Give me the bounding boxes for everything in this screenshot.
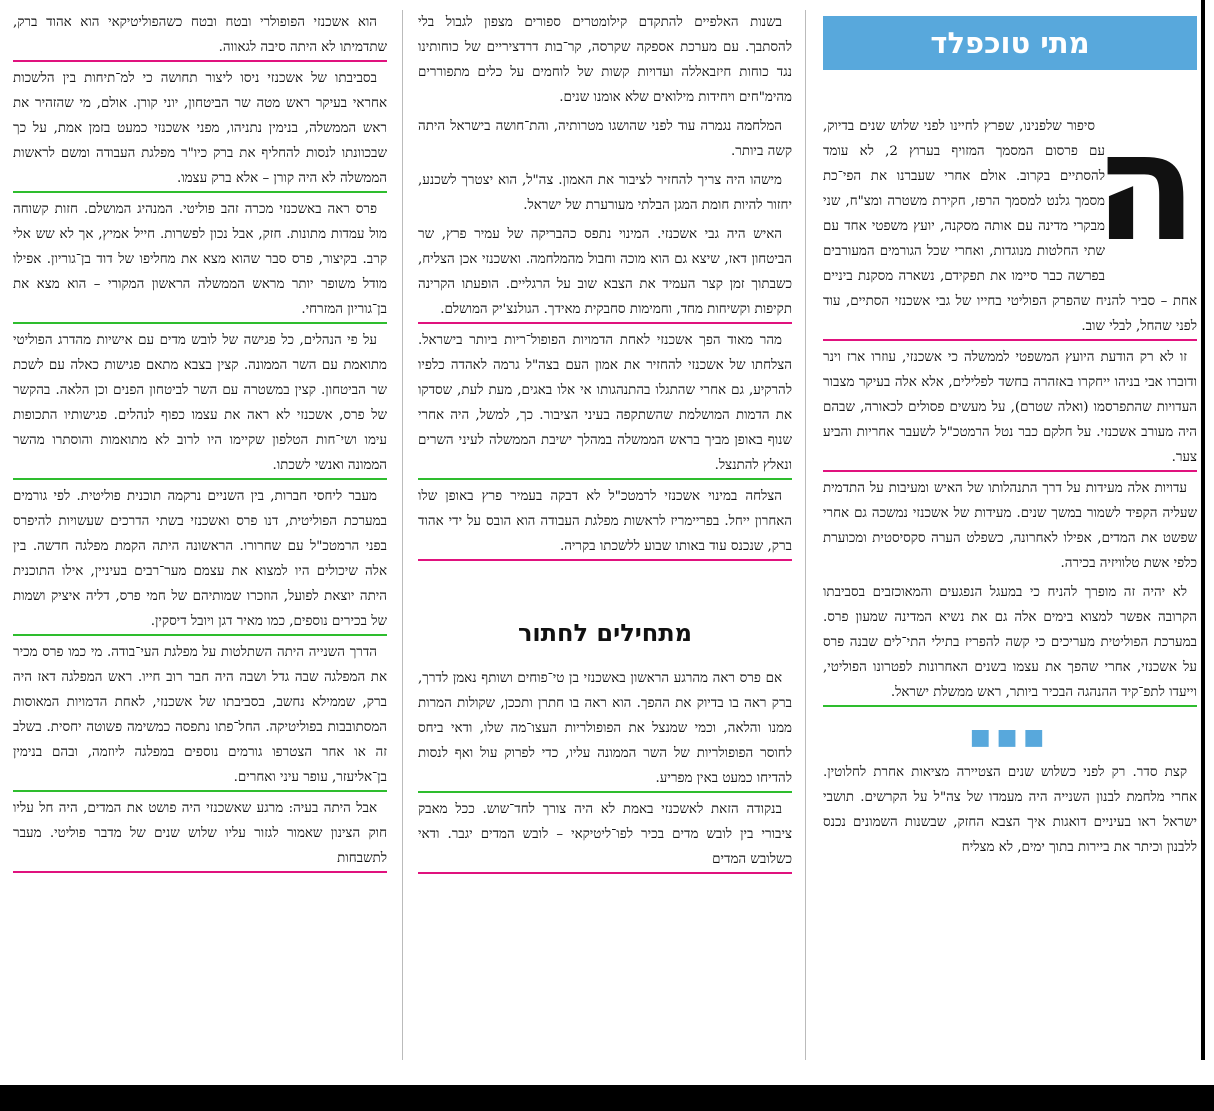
article-paragraph: אם פרס ראה מהרגע הראשון באשכנזי בן טי־פוחים ושותף נאמן לדרך, ברק ראה בו בדיוק את ההפך. הוא ראה בו חתרן ותככן, שקולות המרות ממנו והלאה, וכמי שמנצל את הפופולריות העצו־מה שלו, ודאי ביחס לחוסר הפופולריות של השר הממונה עליו, כדי לפרוק עול ואף לנסות להדיחו כמעט באין מפריע. (418, 666, 792, 793)
article-paragraph: פרס ראה באשכנזי מכרה זהב פוליטי. המנהיג המושלם. חזות קשוחה מול עמדות מתונות. חזק, אבל נכון לפשרות. חייל אמיץ, אך לא שש אלי קרב. בקיצור, פרס סבר שהוא מצא את מחליפו של דוד בן־גוריון. אפילו מודל משופר יותר מראש הממשלה הראשון המקורי – הוא מצא את בן־גוריון המזרחי. (13, 197, 387, 324)
article-paragraph: בסביבתו של אשכנזי ניסו ליצור תחושה כי למ־תיחות בין הלשכות אחראי בעיקר ראש מטה שר הביטחון, יוני קורן. אולם, מי שהזהיר את ראש הממשלה, בנימין נתניהו, מפני אשכנזי כמעט בזמן אמת, על כך שבכוונתו לנסות להחליף את ברק כיו"ר מפלגת העבודה ומשם לראשות הממשלה לא היה קורן – אלא ברק עצמו. (13, 66, 387, 193)
section-subheading: מתחילים לחתור (517, 619, 693, 647)
bottom-black-bar (0, 1085, 1214, 1111)
drop-cap: ה (1093, 101, 1197, 275)
author-byline: מתי טוכפלד (823, 16, 1197, 70)
section-separator: ■■■ (969, 725, 1051, 750)
article-paragraph: עדויות אלה מעידות על דרך התנהלותו של האיש ומעיבות על התדמית שעליה הקפיד לשמור במשך שנים. מעידות של אשכנזי נמשכה גם אחרי שפשט את המדים, אפילו לאחרונה, כשפלט הערה סקסיסטית ומכוערת כלפי אשת טלוויזיה בכירה. (823, 481, 1197, 571)
column-divider (402, 10, 403, 1060)
article-paragraph: מהר מאוד הפך אשכנזי לאחת הדמויות הפופול־ריות ביותר בישראל. הצלחתו של אשכנזי להחזיר את אמון העם בצה"ל גרמה לאהדה כלפיו להרקיע, גם אחרי שהתגלו בהתנהגותו אי אלו באגים, מעת לעת, שסדקו את הדמות המושלמת שהשתקפה בעיני הציבור. כך, למשל, היה אחרי שנוף באופן מביך בראש הממשלה במהלך ישיבת הממשלה לעיני השרים ונאלץ להתנצל. (418, 328, 792, 480)
column-right (823, 10, 1197, 864)
article-paragraph: מעבר ליחסי חברות, בין השניים נרקמה תוכנית פוליטית. לפי גורמים במערכת הפוליטית, דנו פרס ואשכנזי בשתי הדרכים שעשויות להיפרס בפני הרמטכ"ל עם שחרורו. הראשונה היתה הקמת מפלגה חדשה. בין אלה שיכולים היו למצוא את עצמם מער־רבים בעיניין, אילו התוכנית היתה יוצאת לפועל, הוזכרו שמותיהם של חמי פרס, דליה איציק ושמות של בכירים נוספים, כמו מאיר דגן ויובל דיסקין. (13, 484, 387, 636)
article-paragraph: בנקודה הזאת לאשכנזי באמת לא היה צורך לחד־שוש. ככל מאבק ציבורי בין לובש מדים בכיר לפו־ליטיקאי – לובש המדים יגבר. ודאי כשלובש המדים (418, 797, 792, 874)
article-paragraph: על פי הנהלים, כל פגישה של לובש מדים עם אישיות מהדרג הפוליטי מתואמת עם השר הממונה. קצין בצבא מתאם פגישות כאלה עם לשכת שר הביטחון. קצין במשטרה עם השר לביטחון הפנים וכן הלאה. בהקשר של פרס, אשכנזי לא ראה את עצמו כפוף לנהלים. פגישותיו התכופות עימו ושי־חות הטלפון שקיימו היו לרוב לא מתואמות והוסתרו מהשר הממונה ואנשי לשכתו. (13, 328, 387, 480)
article-paragraph: הדרך השנייה היתה השתלטות על מפלגת העי־בודה. מי כמו פרס מכיר את המפלגה שבה גדל ושבה היה חבר רוב חייו. ראש המפלגה דאז היה ברק, שממילא נחשב, בסביבתו של אשכנזי, לאחת הדמויות המאוסות המסתובבות בפוליטיקה. החל־פתו נתפסה כמשימה פשוטה יחסית. בשלב זה או אחר הצטרפו גורמים נוספים במפלגה ליוזמה, ובהם בנימין בן־אליעזר, עופר עיני ואחרים. (13, 640, 387, 792)
article-paragraph: אבל היתה בעיה: מרגע שאשכנזי היה פושט את המדים, היה חל עליו חוק הצינון שאמור לגזור עליו שלוש שנים של מדבר פוליטי. מעבר לתשבחות (13, 796, 387, 873)
article-paragraph: הוא אשכנזי הפופולרי ובטח ובטח כשהפוליטיקאי הוא אהוד ברק, שתדמיתו לא היתה סיבה לגאווה. (13, 10, 387, 62)
article-paragraph: הצלחה במינוי אשכנזי לרמטכ"ל לא דבקה בעמיר פרץ באופן שלו האחרון ייחל. בפריימריז לראשות מפלגת העבודה הוא הובס על ידי אהוד ברק, שנכנס עוד באותו שבוע ללשכתו בקריה. (418, 484, 792, 561)
article-paragraph: קצת סדר. רק לפני כשלוש שנים הצטיירה מציאות אחרת לחלוטין. אחרי מלחמת לבנון השנייה היה מעמדו של צה"ל על הקרשים. תושבי ישראל ראו בעיניים דואגות איך הצבא החזק, שבשנות השמונים נכנס ללבנון וכיתר את ביירות בתוך ימים, לא מצליח (823, 765, 1197, 855)
article-paragraph: האיש היה גבי אשכנזי. המינוי נתפס כהבריקה של עמיר פרץ, שר הביטחון דאז, שיצא גם הוא מוכה וחבול מהמלחמה. ואשכנזי אכן הצליח, כשבתוך זמן קצר העמיד את הצבא שוב על הרגליים. הופעתו הקרינה תקיפות וקשיחות מחד, וחמימות סחבקית מאידך. הגולנצ'יק המושלם. (418, 222, 792, 324)
article-paragraph: לא יהיה זה מופרך להניח כי במעגל הנפגעים והמאוכזבים בסביבתו הקרובה אפשר למצוא בימים אלה גם את נשיא המדינה שמעון פרס. במערכת הפוליטית מעריכים כי קשה להפריז בתילי התי־לים שבנה פרס על אשכנזי, אחרי שהפך את עצמו בשנים האחרונות לפטרונו הפוליטי, וייעדו לתפ־קיד ההנהגה הבכיר ביותר, ראש ממשלת ישראל. (823, 580, 1197, 707)
article-paragraph: המלחמה נגמרה עוד לפני שהושגו מטרותיה, והת־חושה בישראל היתה קשה ביותר. (418, 119, 792, 159)
page-edge-bar (1201, 0, 1205, 1060)
article-paragraph: זו לא רק הודעת היועץ המשפטי לממשלה כי אשכנזי, עוזרו ארז וינר ודוברו אבי בניהו ייחקרו באזהרה בחשד לפלילים, אלא אלה בעיקר מצבור העדויות שהתפרסמו (ואלה שטרם), על מעשים פסולים לכאורה, שבהם היה מעורב אשכנזי. על חלקם כבר נטל הרמטכ"ל לשעבר אחריות והביע צער. (823, 345, 1197, 472)
article-paragraph: מישהו היה צריך להחזיר לציבור את האמון. צה"ל, הוא יצטרך לשכנע, יחזור להיות חומת המגן הבלתי מעורערת של ישראל. (418, 173, 792, 213)
column-left (13, 10, 387, 877)
column-middle (418, 10, 792, 878)
article-paragraph: בשנות האלפיים להתקדם קילומטרים ספורים מצפון לגבול בלי להסתבך. עם מערכת אספקה שקרסה, קר־בות דרדציריים של כוחותינו נגד כוחות חיזבאללה ועדויות קשות של לוחמים על כלים מתפוררים מהימ"חים ויחידות מילואים שלא אומנו שנים. (418, 15, 792, 105)
column-divider (805, 10, 806, 1060)
article-paragraph: סיפור שלפנינו, שפרץ לחיינו לפני שלוש שנים בדיוק, עם פרסום המסמך המזויף בערוץ 2, לא עומד להסתיים בקרוב. אולם אחרי שעברנו את הפי־כת מסמך גלנט למסמך הרפז, חקירת משטרה ומצ"ח, שני מבקרי מדינה עם אותה מסקנה, יועץ משפטי אחד עם שתי החלטות מנוגדות, ואחרי שכל הגורמים המעורבים בפרשה כבר סיימו את תפקידם, נשארה מסקנת ביניים אחת – סביר להניח שהפרק הפוליטי בחייו של גבי אשכנזי הסתיים, עוד לפני שהחל, לבלי שוב. (823, 114, 1197, 341)
